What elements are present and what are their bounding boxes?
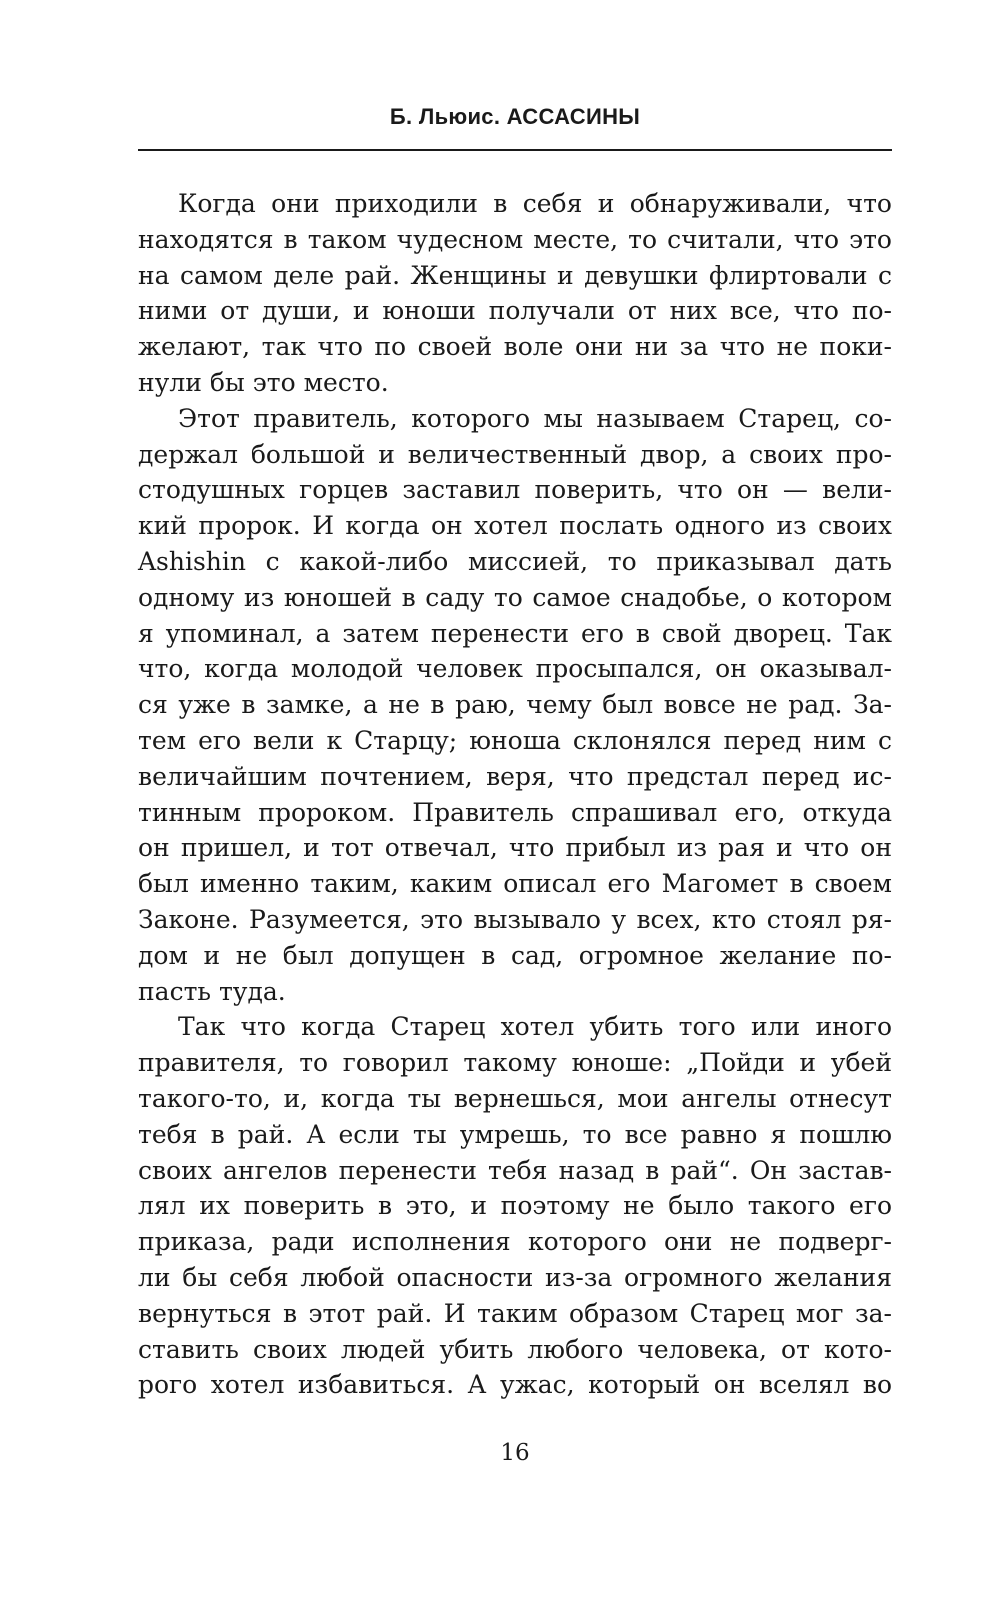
text-line: ними от души, и юноши получали от них все, что по- — [138, 296, 892, 326]
text-line: Ashishin с какой-либо миссией, то приказывал дать — [138, 546, 892, 576]
text-line: правителя, то говорил такому юноше: „Пойди и убей — [138, 1048, 892, 1078]
text-line: что, когда молодой человек просыпался, он оказывал- — [138, 654, 892, 684]
text-line: тебя в рай. А если ты умрешь, то все равно я пошлю — [138, 1119, 892, 1149]
text-line: ли бы себя любой опасности из-за огромного желания — [138, 1262, 892, 1292]
text-line: Этот правитель, которого мы называем Старец, со- — [178, 403, 892, 433]
text-line: держал большой и величественный двор, а своих про- — [138, 439, 892, 469]
text-line: Когда они приходили в себя и обнаруживали, что — [178, 189, 892, 218]
text-line: своих ангелов перенести тебя назад в рай“. Он застав- — [138, 1155, 892, 1185]
body-text — [138, 186, 892, 1403]
text-line: ся уже в замке, а не в раю, чему был вовсе не рад. За- — [138, 690, 892, 720]
text-line: приказа, ради исполнения которого они не подверг- — [138, 1227, 892, 1257]
text-line: пасть туда. — [138, 976, 286, 1006]
text-line: одному из юношей в саду то самое снадобье, о котором — [138, 582, 892, 612]
text-line: ставить своих людей убить любого человека, от кото- — [138, 1334, 892, 1364]
text-line: он пришел, и тот отвечал, что прибыл из рая и что он — [138, 833, 892, 863]
running-header: Б. Льюис. АССАСИНЫ — [389, 104, 641, 129]
text-line: дом и не был допущен в сад, огромное желание по- — [138, 940, 892, 970]
text-line: такого-то, и, когда ты вернешься, мои ангелы отнесут — [138, 1083, 892, 1113]
text-line: тинным пророком. Правитель спрашивал его, откуда — [138, 797, 892, 827]
text-line: я упоминал, а затем перенести его в свой дворец. Так — [138, 618, 892, 648]
page-number: 16 — [500, 1440, 530, 1466]
text-line: был именно таким, каким описал его Магомет в своем — [138, 869, 892, 899]
header-rule — [138, 149, 892, 151]
text-line: тем его вели к Старцу; юноша склонялся перед ним с — [138, 725, 892, 755]
text-line: Законе. Разумеется, это вызывало у всех, кто стоял ря- — [138, 904, 892, 934]
text-line: величайшим почтением, веря, что предстал перед ис- — [138, 761, 892, 791]
text-line: рого хотел избавиться. А ужас, который он вселял во — [138, 1370, 892, 1400]
text-line: вернуться в этот рай. И таким образом Старец мог за- — [138, 1298, 892, 1328]
text-line: находятся в таком чудесном месте, то считали, что это — [138, 224, 892, 254]
text-line: лял их поверить в это, и поэтому не было такого его — [138, 1191, 892, 1221]
text-line: Так что когда Старец хотел убить того или иного — [178, 1012, 892, 1042]
text-line: стодушных горцев заставил поверить, что он — вели- — [138, 475, 892, 505]
text-line: нули бы это место. — [138, 367, 389, 397]
text-line: желают, так что по своей воле они ни за что не поки- — [138, 332, 892, 362]
text-line: кий пророк. И когда он хотел послать одного из своих — [138, 511, 892, 541]
text-line: на самом деле рай. Женщины и девушки флиртовали с — [138, 260, 892, 290]
